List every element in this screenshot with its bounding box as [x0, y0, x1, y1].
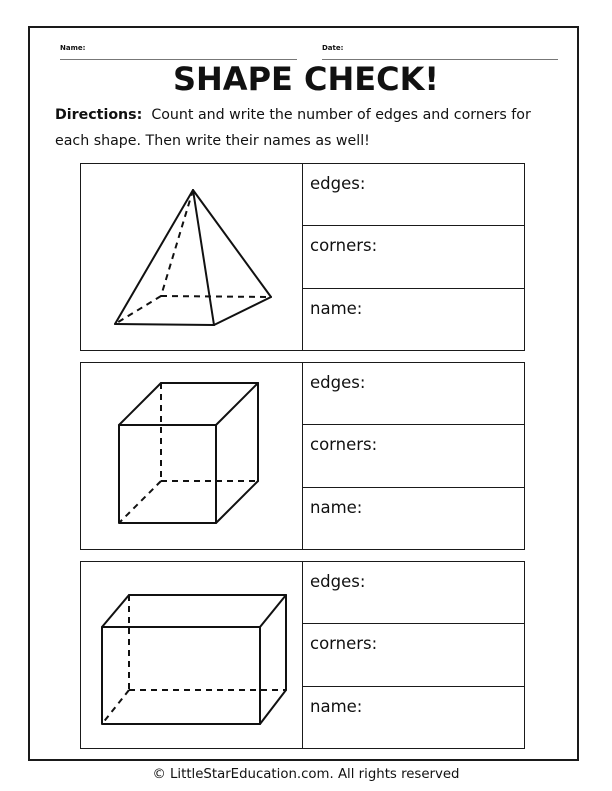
copyright-footer: © LittleStarEducation.com. All rights reserved	[152, 767, 460, 782]
edges-label: edges:	[310, 373, 366, 392]
corners-label: corners:	[310, 435, 378, 455]
shape-cell	[81, 363, 303, 549]
corners-label: corners:	[310, 634, 378, 654]
shape-card-2	[80, 362, 525, 550]
edges-label: edges:	[310, 174, 366, 193]
name-field-label: name:	[310, 298, 363, 318]
edges-label: edges:	[310, 572, 366, 591]
directions-label: Directions:	[55, 107, 143, 123]
edges-field[interactable]	[303, 363, 524, 425]
square-pyramid-icon	[81, 164, 303, 352]
corners-field[interactable]	[303, 226, 524, 288]
corners-field[interactable]	[303, 624, 524, 686]
directions	[55, 102, 555, 154]
name-label: Name:	[60, 44, 86, 52]
cube-icon	[81, 363, 303, 551]
shape-card-1	[80, 163, 525, 351]
name-field[interactable]	[303, 488, 524, 549]
rectangular-prism-icon	[81, 562, 303, 750]
name-field[interactable]	[303, 289, 524, 350]
shape-cell	[81, 562, 303, 748]
edges-field[interactable]	[303, 164, 524, 226]
name-field[interactable]	[303, 687, 524, 748]
corners-field[interactable]	[303, 425, 524, 487]
page-title: SHAPE CHECK!	[172, 60, 440, 98]
shape-cell	[81, 164, 303, 350]
corners-label: corners:	[310, 236, 378, 256]
date-label: Date:	[322, 44, 344, 52]
name-field-label: name:	[310, 497, 363, 517]
name-field-label: name:	[310, 696, 363, 716]
shape-card-3	[80, 561, 525, 749]
edges-field[interactable]	[303, 562, 524, 624]
directions-text: Count and write the number of edges and corners for each shape. Then write their names as well!	[55, 107, 531, 149]
